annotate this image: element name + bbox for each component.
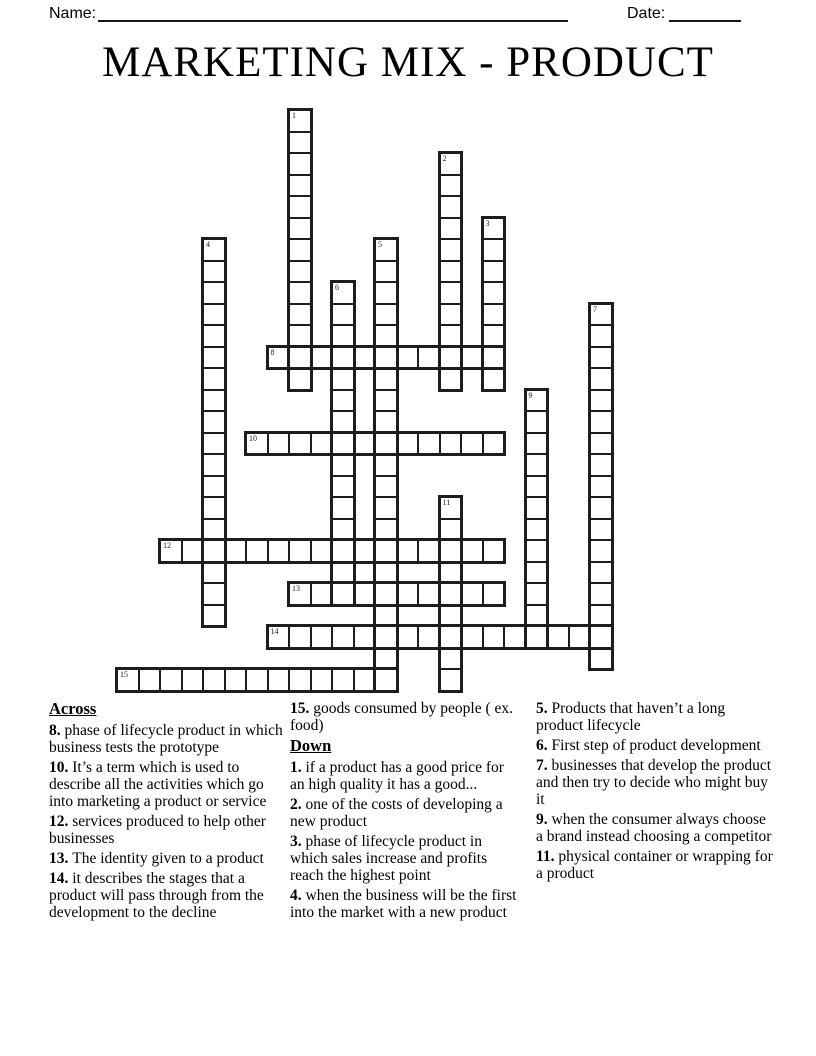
- clue-4: 4. when the business will be the first into the market with a new product: [290, 887, 517, 921]
- clue-number: 15.: [290, 700, 314, 717]
- clue-1: 1. if a product has a good price for an high quality it has a good...: [290, 759, 504, 793]
- cell-number: 8: [270, 347, 275, 357]
- grid-cell[interactable]: [503, 625, 527, 649]
- grid-cell[interactable]: [439, 604, 463, 628]
- grid-cell[interactable]: [310, 432, 334, 456]
- grid-cell[interactable]: [288, 260, 312, 284]
- grid-cell[interactable]: [439, 582, 463, 606]
- grid-cell[interactable]: [202, 668, 226, 692]
- grid-cell[interactable]: [525, 475, 549, 499]
- clue-7: 7. businesses that develop the product and then try to decide who might buy it: [536, 757, 772, 808]
- grid-cell[interactable]: [374, 625, 398, 649]
- grid-cell[interactable]: [353, 346, 377, 370]
- grid-cell[interactable]: [439, 539, 463, 563]
- grid-cell[interactable]: [460, 432, 484, 456]
- grid-cell[interactable]: [482, 625, 506, 649]
- grid-cell[interactable]: [202, 260, 226, 284]
- grid-cell[interactable]: [288, 346, 312, 370]
- grid-cell[interactable]: [267, 539, 291, 563]
- grid-cell[interactable]: [525, 410, 549, 434]
- grid-cell[interactable]: [202, 281, 226, 305]
- grid-cell[interactable]: [439, 260, 463, 284]
- grid-cell[interactable]: [417, 539, 441, 563]
- grid-cell[interactable]: [396, 625, 420, 649]
- grid-cell[interactable]: [589, 324, 613, 348]
- grid-cell[interactable]: [202, 303, 226, 327]
- grid-cell[interactable]: [331, 367, 355, 391]
- grid-cell[interactable]: [374, 453, 398, 477]
- grid-cell[interactable]: [202, 582, 226, 606]
- clue-14: 14. it describes the stages that a product will pass through from the development to the decline: [49, 870, 264, 921]
- clue-11: 11. physical container or wrapping for a product: [536, 848, 773, 882]
- grid-cell[interactable]: [589, 346, 613, 370]
- clue-list-heading-down: Down: [290, 736, 332, 755]
- grid-cell[interactable]: [353, 668, 377, 692]
- grid-cell[interactable]: [374, 561, 398, 585]
- grid-cell[interactable]: [525, 625, 549, 649]
- clue-number: 5.: [536, 700, 552, 717]
- grid-cell[interactable]: [396, 582, 420, 606]
- grid-cell[interactable]: [267, 668, 291, 692]
- grid-cell[interactable]: [331, 668, 355, 692]
- grid-cell[interactable]: [181, 668, 205, 692]
- clue-15: 15. goods consumed by people ( ex. food): [290, 700, 513, 734]
- grid-cell[interactable]: [439, 195, 463, 219]
- grid-cell[interactable]: [288, 668, 312, 692]
- grid-cell[interactable]: [331, 410, 355, 434]
- grid-cell[interactable]: [589, 604, 613, 628]
- grid-cell[interactable]: [525, 496, 549, 520]
- grid-cell[interactable]: [525, 604, 549, 628]
- grid-cell[interactable]: [288, 625, 312, 649]
- clue-number: 12.: [49, 813, 73, 830]
- grid-cell[interactable]: [374, 346, 398, 370]
- grid-cell[interactable]: [202, 324, 226, 348]
- grid-cell[interactable]: [396, 432, 420, 456]
- clue-6: 6. First step of product development: [536, 737, 761, 754]
- grid-cell[interactable]: [417, 432, 441, 456]
- grid-cell[interactable]: [331, 346, 355, 370]
- grid-cell[interactable]: [202, 539, 226, 563]
- grid-cell[interactable]: [353, 625, 377, 649]
- clue-number: 3.: [290, 833, 306, 850]
- grid-cell[interactable]: [589, 367, 613, 391]
- grid-cell[interactable]: [439, 496, 463, 520]
- name-input-line[interactable]: [98, 4, 568, 22]
- grid-cell[interactable]: [288, 131, 312, 155]
- grid-cell[interactable]: [525, 453, 549, 477]
- grid-cell[interactable]: [482, 432, 506, 456]
- clue-13: 13. The identity given to a product: [49, 850, 264, 867]
- grid-cell[interactable]: [331, 625, 355, 649]
- clue-10: 10. It’s a term which is used to describe all the activities which go into marketing a product or service: [49, 759, 267, 810]
- grid-cell[interactable]: [439, 238, 463, 262]
- grid-cell[interactable]: [439, 367, 463, 391]
- date-label: Date:: [627, 5, 666, 22]
- grid-cell[interactable]: [482, 281, 506, 305]
- grid-cell[interactable]: [439, 625, 463, 649]
- clue-number: 4.: [290, 887, 306, 904]
- grid-cell[interactable]: [374, 367, 398, 391]
- grid-cell[interactable]: [417, 625, 441, 649]
- grid-cell[interactable]: [482, 539, 506, 563]
- grid-cell[interactable]: [589, 582, 613, 606]
- grid-cell[interactable]: [224, 668, 248, 692]
- clue-number: 10.: [49, 759, 73, 776]
- grid-cell[interactable]: [202, 496, 226, 520]
- grid-cell[interactable]: [331, 324, 355, 348]
- clue-number: 7.: [536, 757, 552, 774]
- grid-cell[interactable]: [525, 389, 549, 413]
- grid-cell[interactable]: [482, 346, 506, 370]
- grid-cell[interactable]: [331, 389, 355, 413]
- grid-cell[interactable]: [374, 668, 398, 692]
- grid-cell[interactable]: [202, 238, 226, 262]
- grid-cell[interactable]: [374, 260, 398, 284]
- grid-cell[interactable]: [546, 625, 570, 649]
- grid-cell[interactable]: [353, 539, 377, 563]
- grid-cell[interactable]: [589, 303, 613, 327]
- grid-cell[interactable]: [245, 668, 269, 692]
- clue-number: 13.: [49, 850, 73, 867]
- grid-cell[interactable]: [202, 346, 226, 370]
- grid-cell[interactable]: [374, 410, 398, 434]
- clue-list-heading-across: Across: [49, 699, 97, 718]
- grid-cell[interactable]: [525, 582, 549, 606]
- grid-cell[interactable]: [202, 518, 226, 542]
- clue-8: 8. phase of lifecycle product in which business tests the prototype: [49, 722, 283, 756]
- grid-cell[interactable]: [589, 561, 613, 585]
- grid-cell[interactable]: [331, 303, 355, 327]
- grid-cell[interactable]: [460, 346, 484, 370]
- cell-number: 13: [292, 584, 300, 593]
- grid-cell[interactable]: [417, 582, 441, 606]
- grid-cell[interactable]: [589, 389, 613, 413]
- grid-cell[interactable]: [460, 582, 484, 606]
- grid-cell[interactable]: [331, 432, 355, 456]
- grid-cell[interactable]: [568, 625, 592, 649]
- clues-column-2: [290, 700, 522, 924]
- grid-cell[interactable]: [202, 367, 226, 391]
- grid-cell[interactable]: [288, 109, 312, 133]
- cell-number: 2: [442, 154, 447, 163]
- cell-number: 14: [270, 627, 279, 636]
- grid-cell[interactable]: [202, 389, 226, 413]
- grid-cell[interactable]: [374, 432, 398, 456]
- grid-cell[interactable]: [439, 647, 463, 671]
- grid-cell[interactable]: [374, 324, 398, 348]
- grid-cell[interactable]: [482, 367, 506, 391]
- clue-9: 9. when the consumer always choose a brand instead choosing a competitor: [536, 811, 772, 845]
- grid-cell[interactable]: [331, 582, 355, 606]
- clue-number: 9.: [536, 811, 552, 828]
- clue-number: 6.: [536, 737, 552, 754]
- grid-cell[interactable]: [288, 582, 312, 606]
- grid-cell[interactable]: [374, 582, 398, 606]
- grid-cell[interactable]: [267, 432, 291, 456]
- grid-cell[interactable]: [482, 260, 506, 284]
- grid-cell[interactable]: [374, 475, 398, 499]
- clue-number: 1.: [290, 759, 306, 776]
- clue-number: 2.: [290, 796, 306, 813]
- cell-number: 7: [593, 304, 597, 314]
- crossword-grid: [116, 109, 616, 695]
- cell-number: 1: [292, 111, 296, 120]
- grid-cell[interactable]: [202, 432, 226, 456]
- grid-cell[interactable]: [331, 561, 355, 585]
- cell-number: 11: [442, 498, 451, 507]
- grid-cell[interactable]: [374, 518, 398, 542]
- clue-3: 3. phase of lifecycle product in which sales increase and profits reach the highest point: [290, 833, 488, 884]
- grid-cell[interactable]: [396, 346, 420, 370]
- clue-number: 8.: [49, 722, 65, 739]
- grid-cell[interactable]: [525, 561, 549, 585]
- cell-number: 4: [206, 240, 210, 249]
- grid-cell[interactable]: [589, 518, 613, 542]
- grid-cell[interactable]: [439, 281, 463, 305]
- grid-cell[interactable]: [589, 475, 613, 499]
- clues-column-3: [536, 700, 776, 885]
- grid-cell[interactable]: [116, 668, 140, 692]
- grid-cell[interactable]: [202, 410, 226, 434]
- grid-cell[interactable]: [589, 410, 613, 434]
- grid-cell[interactable]: [589, 625, 613, 649]
- grid-cell[interactable]: [181, 539, 205, 563]
- grid-cell[interactable]: [374, 496, 398, 520]
- grid-cell[interactable]: [439, 174, 463, 198]
- grid-cell[interactable]: [288, 152, 312, 176]
- grid-cell[interactable]: [202, 453, 226, 477]
- clue-5: 5. Products that haven’t a long product lifecycle: [536, 700, 726, 734]
- grid-cell[interactable]: [331, 281, 355, 305]
- grid-cell[interactable]: [439, 303, 463, 327]
- grid-cell[interactable]: [439, 217, 463, 241]
- grid-cell[interactable]: [159, 668, 183, 692]
- grid-cell[interactable]: [396, 539, 420, 563]
- grid-cell[interactable]: [482, 238, 506, 262]
- page-title: MARKETING MIX - PRODUCT: [102, 39, 714, 86]
- grid-cell[interactable]: [288, 217, 312, 241]
- grid-cell[interactable]: [310, 582, 334, 606]
- cell-number: 6: [335, 283, 339, 292]
- grid-cell[interactable]: [374, 281, 398, 305]
- grid-cell[interactable]: [439, 561, 463, 585]
- grid-cell[interactable]: [439, 668, 463, 692]
- clue-2: 2. one of the costs of developing a new product: [290, 796, 503, 830]
- grid-cell[interactable]: [331, 475, 355, 499]
- grid-cell[interactable]: [310, 346, 334, 370]
- grid-cell[interactable]: [482, 324, 506, 348]
- grid-cell[interactable]: [202, 475, 226, 499]
- grid-cell[interactable]: [310, 625, 334, 649]
- grid-cell[interactable]: [331, 496, 355, 520]
- grid-cell[interactable]: [288, 539, 312, 563]
- grid-cell[interactable]: [439, 346, 463, 370]
- grid-cell[interactable]: [245, 432, 269, 456]
- grid-cell[interactable]: [288, 432, 312, 456]
- grid-cell[interactable]: [417, 346, 441, 370]
- grid-cell[interactable]: [439, 518, 463, 542]
- cell-number: 15: [120, 670, 128, 679]
- clue-number: 11.: [536, 848, 559, 865]
- grid-cell[interactable]: [374, 389, 398, 413]
- grid-cell[interactable]: [288, 281, 312, 305]
- grid-cell[interactable]: [374, 238, 398, 262]
- grid-cell[interactable]: [439, 152, 463, 176]
- grid-cell[interactable]: [482, 217, 506, 241]
- grid-cell[interactable]: [202, 561, 226, 585]
- cell-number: 9: [528, 390, 533, 400]
- cell-number: 12: [163, 541, 171, 550]
- clue-12: 12. services produced to help other businesses: [49, 813, 266, 847]
- grid-cell[interactable]: [439, 432, 463, 456]
- grid-cell[interactable]: [310, 539, 334, 563]
- grid-cell[interactable]: [482, 303, 506, 327]
- grid-cell[interactable]: [525, 518, 549, 542]
- grid-cell[interactable]: [138, 668, 162, 692]
- grid-cell[interactable]: [460, 539, 484, 563]
- grid-cell[interactable]: [589, 453, 613, 477]
- grid-cell[interactable]: [331, 518, 355, 542]
- grid-cell[interactable]: [482, 582, 506, 606]
- grid-cell[interactable]: [353, 432, 377, 456]
- grid-cell[interactable]: [202, 604, 226, 628]
- grid-cell[interactable]: [224, 539, 248, 563]
- grid-cell[interactable]: [589, 432, 613, 456]
- grid-cell[interactable]: [460, 625, 484, 649]
- grid-cell[interactable]: [374, 539, 398, 563]
- grid-cell[interactable]: [159, 539, 183, 563]
- grid-cell[interactable]: [245, 539, 269, 563]
- grid-cell[interactable]: [267, 346, 291, 370]
- grid-cell[interactable]: [331, 539, 355, 563]
- grid-cell[interactable]: [288, 238, 312, 262]
- grid-cell[interactable]: [267, 625, 291, 649]
- cell-number: 5: [378, 240, 382, 249]
- grid-cell[interactable]: [288, 324, 312, 348]
- grid-cell[interactable]: [331, 453, 355, 477]
- grid-cell[interactable]: [353, 582, 377, 606]
- grid-cell[interactable]: [374, 647, 398, 671]
- clue-number: 14.: [49, 870, 73, 887]
- grid-cell[interactable]: [525, 539, 549, 563]
- name-label: Name:: [49, 5, 97, 22]
- grid-cell[interactable]: [525, 432, 549, 456]
- cell-number: 10: [249, 433, 257, 443]
- grid-cell[interactable]: [288, 195, 312, 219]
- clues-column-1: [49, 700, 287, 924]
- grid-cell[interactable]: [439, 324, 463, 348]
- grid-cell[interactable]: [374, 303, 398, 327]
- grid-cell[interactable]: [288, 367, 312, 391]
- grid-cell[interactable]: [374, 604, 398, 628]
- grid-cell[interactable]: [589, 647, 613, 671]
- date-input-line[interactable]: [669, 4, 741, 22]
- grid-cell[interactable]: [288, 174, 312, 198]
- grid-cell[interactable]: [589, 539, 613, 563]
- grid-cell[interactable]: [288, 303, 312, 327]
- grid-cell[interactable]: [310, 668, 334, 692]
- grid-cell[interactable]: [589, 496, 613, 520]
- cell-number: 3: [485, 218, 490, 228]
